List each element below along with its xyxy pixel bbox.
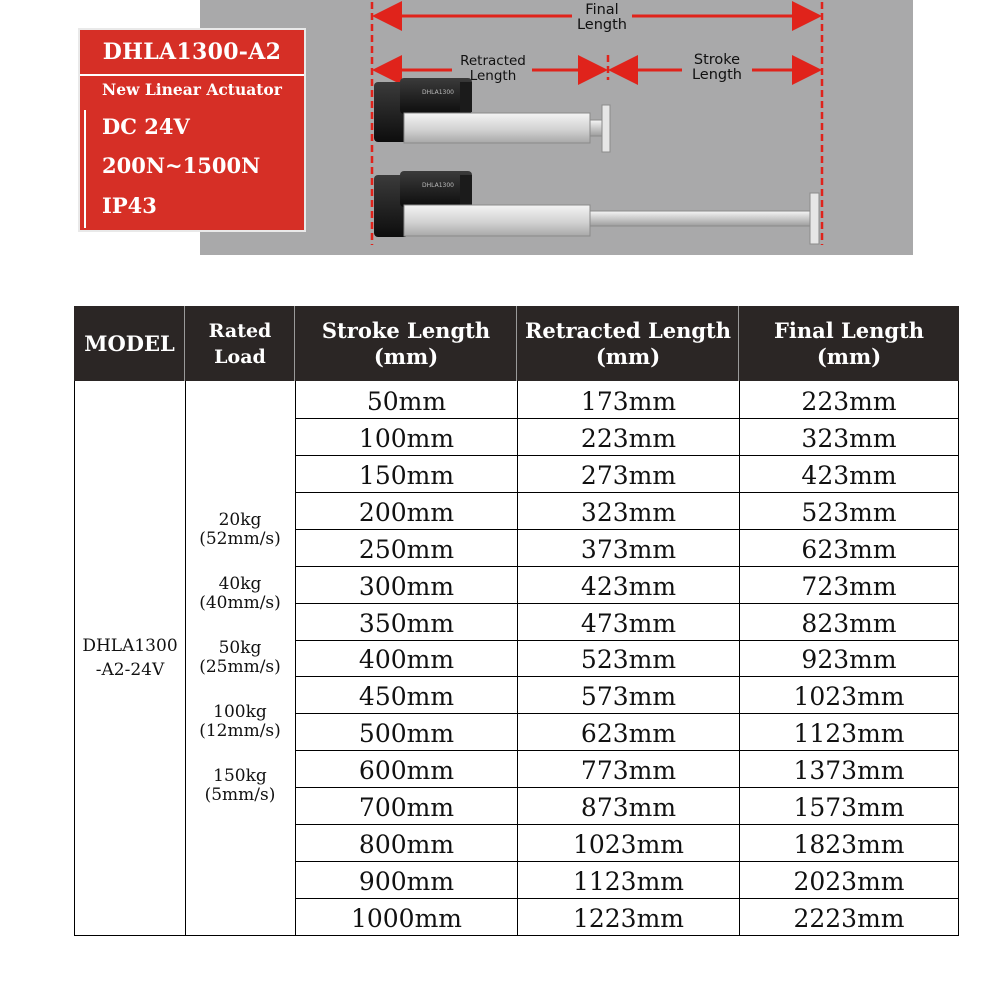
model-info-panel xyxy=(78,28,306,232)
rated-load-item xyxy=(205,767,276,805)
final-cell: 423mm xyxy=(801,460,897,490)
header-retracted-line2: (mm) xyxy=(595,343,661,369)
load-speed: (52mm/s) xyxy=(199,529,281,549)
retracted-cell: 1023mm xyxy=(572,830,685,860)
load-speed: (25mm/s) xyxy=(199,657,281,677)
stroke-cell: 800mm xyxy=(358,830,455,860)
stroke-cell: 700mm xyxy=(358,793,455,823)
rated-load-item xyxy=(199,511,281,549)
stroke-cell: 600mm xyxy=(358,756,455,786)
header-load-line1: Rated xyxy=(208,319,272,342)
table-body xyxy=(74,381,959,936)
header-stroke-line1: Stroke Length xyxy=(321,317,491,343)
spec-force: 200N~1500N xyxy=(102,153,261,178)
stroke-length-label: Stroke Length xyxy=(691,52,742,83)
row-divider xyxy=(296,750,958,751)
stroke-cell: 350mm xyxy=(358,608,455,638)
load-speed: (12mm/s) xyxy=(199,721,281,741)
final-cell: 1823mm xyxy=(793,830,905,860)
model-value-line1: DHLA1300 xyxy=(82,636,178,656)
final-cell: 623mm xyxy=(801,534,897,564)
header-load-line2: Load xyxy=(214,345,266,368)
retracted-cell: 173mm xyxy=(580,386,677,416)
retracted-cell: 273mm xyxy=(580,460,677,490)
load-weight: 50kg xyxy=(218,638,262,658)
spec-voltage: DC 24V xyxy=(102,114,190,139)
header-final-line2: (mm) xyxy=(816,343,882,369)
final-cell: 2223mm xyxy=(793,904,905,934)
rated-load-cell xyxy=(185,381,295,935)
retracted-cell: 473mm xyxy=(580,608,677,638)
final-cell: 923mm xyxy=(801,645,897,675)
stroke-cell: 400mm xyxy=(358,645,455,675)
load-weight: 150kg xyxy=(213,766,267,786)
load-weight: 20kg xyxy=(218,510,262,530)
actuator-dimension-diagram xyxy=(200,0,913,255)
row-divider xyxy=(296,787,958,788)
spec-ip-rating: IP43 xyxy=(102,193,157,218)
motor-label-top: DHLA1300 xyxy=(422,89,454,96)
stroke-cell: 450mm xyxy=(358,682,455,712)
stroke-cell: 300mm xyxy=(358,571,455,601)
stroke-cell: 150mm xyxy=(358,460,455,490)
header-model-text: MODEL xyxy=(84,330,175,356)
model-value-line2: -A2-24V xyxy=(95,660,165,680)
retracted-cell: 373mm xyxy=(580,534,677,564)
final-cell: 1023mm xyxy=(793,682,905,712)
row-divider xyxy=(296,861,958,862)
retracted-cell: 623mm xyxy=(580,719,677,749)
header-retracted-line1: Retracted Length xyxy=(524,317,732,343)
divider xyxy=(80,74,304,76)
final-length-label: Final Length xyxy=(576,2,627,33)
header-stroke-line2: (mm) xyxy=(373,343,439,369)
final-cell: 723mm xyxy=(801,571,897,601)
retracted-cell: 423mm xyxy=(580,571,677,601)
retracted-cell: 1223mm xyxy=(572,904,685,934)
final-cell: 2023mm xyxy=(793,867,905,897)
motor-label-bottom: DHLA1300 xyxy=(422,182,454,189)
load-weight: 40kg xyxy=(218,574,262,594)
row-divider xyxy=(296,418,958,419)
row-divider xyxy=(296,455,958,456)
row-divider xyxy=(296,676,958,677)
retracted-cell: 523mm xyxy=(580,645,677,675)
retracted-cell: 1123mm xyxy=(572,867,685,897)
row-divider xyxy=(296,713,958,714)
header-final-line1: Final Length xyxy=(773,317,925,343)
model-title: DHLA1300-A2 xyxy=(102,39,282,65)
final-cell: 323mm xyxy=(801,423,897,453)
final-cell: 1373mm xyxy=(793,756,905,786)
table-header xyxy=(74,306,959,381)
load-weight: 100kg xyxy=(213,702,267,722)
model-value-cell xyxy=(75,381,185,935)
rated-load-item xyxy=(199,575,281,613)
retracted-cell: 223mm xyxy=(580,423,677,453)
header-rated-load xyxy=(185,306,295,381)
load-speed: (5mm/s) xyxy=(204,785,276,805)
stroke-cell: 200mm xyxy=(358,497,455,527)
stroke-cell: 50mm xyxy=(366,386,447,416)
final-cell: 223mm xyxy=(801,386,897,416)
row-divider xyxy=(296,824,958,825)
stroke-cell: 500mm xyxy=(358,719,455,749)
stroke-cell: 900mm xyxy=(358,867,455,897)
retracted-length-label: Retracted Length xyxy=(460,53,526,84)
retracted-cell: 573mm xyxy=(580,682,677,712)
load-speed: (40mm/s) xyxy=(199,593,281,613)
header-model xyxy=(74,306,185,381)
rated-load-item xyxy=(199,639,281,677)
retracted-cell: 323mm xyxy=(580,497,677,527)
retracted-cell: 873mm xyxy=(580,793,677,823)
header-final-length xyxy=(739,306,959,381)
final-cell: 823mm xyxy=(801,608,897,638)
product-subtitle: New Linear Actuator xyxy=(102,80,282,99)
final-cell: 1123mm xyxy=(793,719,905,749)
stroke-cell: 100mm xyxy=(358,423,455,453)
final-cell: 523mm xyxy=(801,497,897,527)
spec-accent-bar xyxy=(84,110,86,228)
row-divider xyxy=(296,898,958,899)
retracted-cell: 773mm xyxy=(580,756,677,786)
header-stroke-length xyxy=(295,306,517,381)
header-retracted-length xyxy=(517,306,739,381)
final-cell: 1573mm xyxy=(793,793,905,823)
stroke-cell: 250mm xyxy=(358,534,455,564)
specification-table xyxy=(74,306,959,936)
product-photo-area xyxy=(200,0,913,255)
rated-load-item xyxy=(199,703,281,741)
stroke-cell: 1000mm xyxy=(350,904,463,934)
